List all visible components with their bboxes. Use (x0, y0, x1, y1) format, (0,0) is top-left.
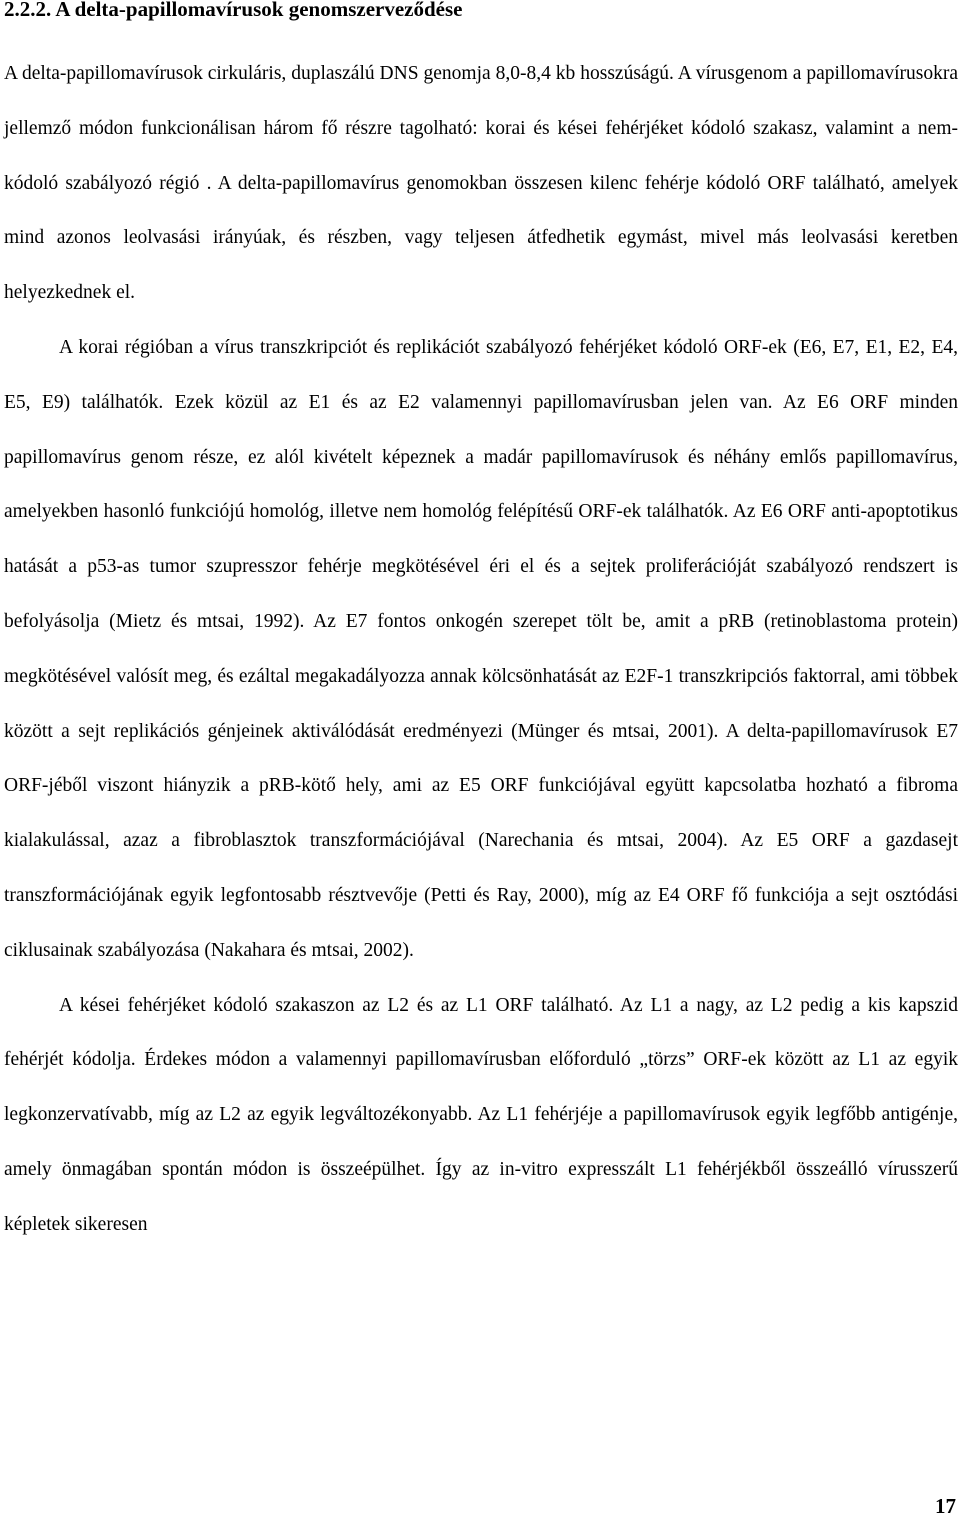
paragraph-late-region: A kései fehérjéket kódoló szakaszon az L2 és az L1 ORF található. Az L1 a nagy, az L2 pedig a kis kapszid fehérjét kódolja. Érdekes módon a valamennyi papillomavírusban előforduló „törzs” ORF-ek között az L1 az egyik legkonzervatívabb, míg az L2 az egyik legváltozékonyabb. Az L1 fehérjéje a papillomavírusok egyik legfőbb antigénje, amely önmagában spontán módon is összeépülhet. Így az in-vitro expresszált L1 fehérjékből összeálló vírusszerű képletek sikeresen (4, 994, 958, 1235)
section-heading: 2.2.2. A delta-papillomavírusok genomszerveződése (4, 0, 463, 21)
page-number: 17 (935, 1494, 956, 1518)
paragraph-early-region: A korai régióban a vírus transzkripciót és replikációt szabályozó fehérjéket kódoló ORF-ek (E6, E7, E1, E2, E4, E5, E9) találhatók. Ezek közül az E1 és az E2 valamennyi papillomavírusban jelen van. Az E6 ORF minden papillomavírus genom része, ez alól kivételt képeznek a madár papillomavírusok és néhány emlős papillomavírus, amelyekben hasonló funkciójú homológ, illetve nem homológ felépítésű ORF-ek találhatók. Az E6 ORF anti-apoptotikus hatását a p53-as tumor szupresszor fehérje megkötésével éri el és a sejtek proliferációját szabályozó rendszert is befolyásolja (Mietz és mtsai, 1992). Az E7 fontos onkogén szerepet tölt be, amit a pRB (retinoblastoma protein) megkötésével valósít meg, és ezáltal megakadályozza annak kölcsönhatását az E2F-1 transzkripciós faktorral, ami többek között a sejt replikációs génjeinek aktiválódását eredményezi (Münger és mtsai, 2001). A delta-papillomavírusok E7 ORF-jéből viszont hiányzik a pRB-kötő hely, ami az E5 ORF funkciójával együtt kapcsolatba hozható a fibroma kialakulással, azaz a fibroblasztok transzformációjával (Narechania és mtsai, 2004). Az E5 ORF a gazdasejt transzformációjának egyik legfontosabb résztvevője (Petti és Ray, 2000), míg az E4 ORF fő funkciója a sejt osztódási ciklusainak szabályozása (Nakahara és mtsai, 2002). (4, 336, 958, 961)
body-text (4, 47, 958, 1253)
paragraph-genome-overview: A delta-papillomavírusok cirkuláris, duplaszálú DNS genomja 8,0-8,4 kb hosszúságú. A vírusgenom a papillomavírusokra jellemző módon funkcionálisan három fő részre tagolható: korai és kései fehérjéket kódoló szakasz, valamint a nem-kódoló szabályozó régió . A delta-papillomavírus genomokban összesen kilenc fehérje kódoló ORF található, amelyek mind azonos leolvasási irányúak, és részben, vagy teljesen átfedhetik egymást, mivel más leolvasási keretben helyezkednek el. (4, 63, 958, 304)
